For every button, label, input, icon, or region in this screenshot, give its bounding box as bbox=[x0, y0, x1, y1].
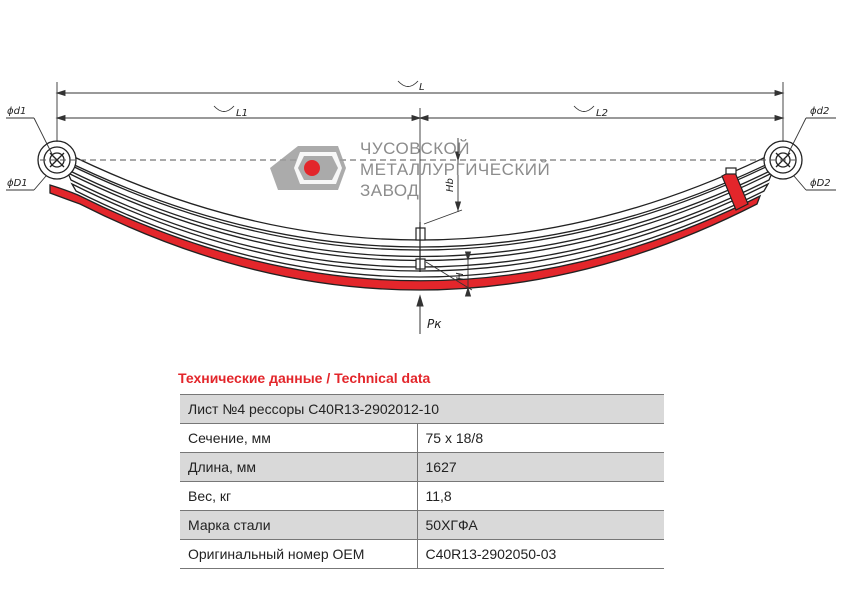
table-row bbox=[180, 482, 664, 511]
D2-label: ϕD2 bbox=[810, 178, 831, 189]
table-header-cell: Лист №4 рессоры С40R13-2902012-10 bbox=[180, 395, 664, 424]
technical-data-table bbox=[180, 394, 664, 569]
row-label: Сечение, мм bbox=[180, 424, 417, 453]
row-value: C40R13-2902050-03 bbox=[417, 540, 664, 569]
logo-line-1: ЧУСОВСКОЙ bbox=[360, 139, 470, 158]
table-row bbox=[180, 424, 664, 453]
table-row bbox=[180, 453, 664, 482]
dimension-L1-label: L1 bbox=[236, 108, 248, 119]
table-row bbox=[180, 511, 664, 540]
Pk-label: Pк bbox=[427, 317, 442, 331]
table-header-row bbox=[180, 395, 664, 424]
H-label: H bbox=[455, 272, 466, 280]
Hb-label: Hb bbox=[445, 178, 456, 192]
logo-red-dot bbox=[304, 160, 320, 176]
dimension-L2-label: L2 bbox=[596, 108, 608, 119]
row-value: 1627 bbox=[417, 453, 664, 482]
load-arrow bbox=[417, 296, 423, 334]
row-label: Вес, кг bbox=[180, 482, 417, 511]
row-label: Оригинальный номер OEM bbox=[180, 540, 417, 569]
d2-label: ϕd2 bbox=[810, 106, 830, 117]
company-logo bbox=[270, 139, 550, 200]
row-value: 75 x 18/8 bbox=[417, 424, 664, 453]
logo-line-3: ЗАВОД bbox=[360, 181, 420, 200]
row-value: 11,8 bbox=[417, 482, 664, 511]
technical-data-title: Технические данные / Technical data bbox=[178, 370, 431, 386]
row-label: Длина, мм bbox=[180, 453, 417, 482]
logo-line-2: МЕТАЛЛУРГИЧЕСКИЙ bbox=[360, 160, 551, 179]
D1-label: ϕD1 bbox=[7, 178, 28, 189]
row-value: 50ХГФА bbox=[417, 511, 664, 540]
dimension-L-label: L bbox=[419, 82, 425, 93]
table-row bbox=[180, 540, 664, 569]
d1-label: ϕd1 bbox=[7, 106, 27, 117]
row-label: Марка стали bbox=[180, 511, 417, 540]
